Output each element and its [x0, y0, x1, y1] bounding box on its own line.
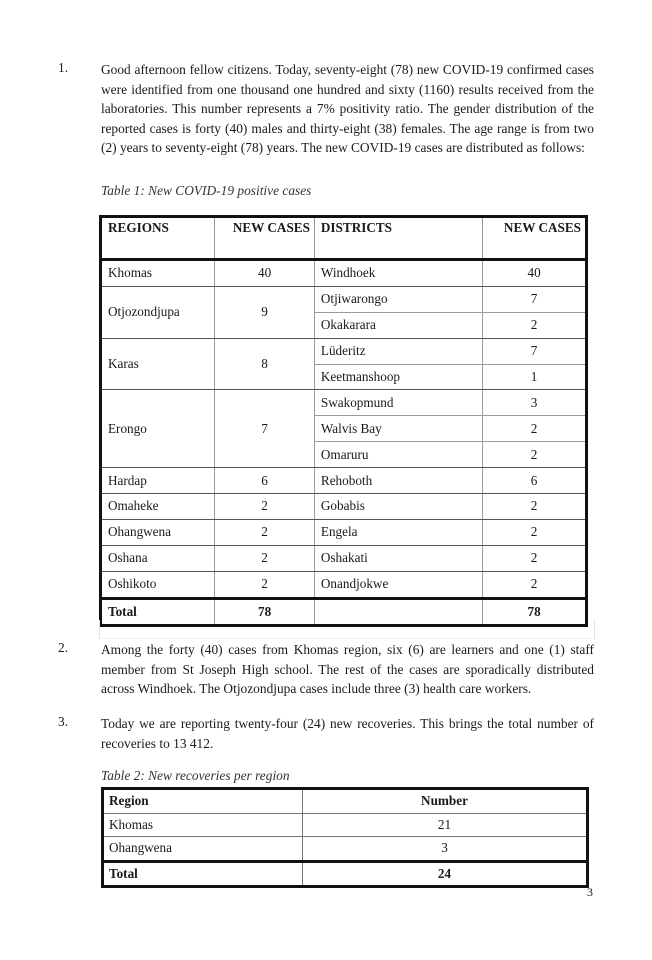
total-number: 24 [303, 861, 588, 887]
total-label: Total [101, 598, 215, 625]
total-label: Total [103, 861, 303, 887]
district-cell: Omaruru [314, 442, 482, 468]
district-cell: Engela [314, 519, 482, 545]
district-cases-cell: 2 [483, 442, 587, 468]
paragraph-1: Good afternoon fellow citizens. Today, seventy-eight (78) new COVID-19 confirmed cases were identified from one thousand one hundred and sixty (1160) results received from the laboratories. This number represents a 7% positivity ratio. The gender distribution of the reported cases is forty (40) males and thirty-eight (38) females. The age range is from two (2) years to seventy-eight (78) years. The new COVID-19 cases are distributed as follows: [101, 62, 594, 156]
district-cell: Windhoek [314, 260, 482, 287]
district-cell: Rehoboth [314, 468, 482, 494]
district-cases-cell: 2 [483, 312, 587, 338]
region-cases-cell: 2 [215, 545, 315, 571]
region-cases-cell: 40 [215, 260, 315, 287]
total-region-cases: 78 [215, 598, 315, 625]
district-cell: Oshakati [314, 545, 482, 571]
table-row [101, 468, 587, 494]
district-cases-cell: 2 [483, 494, 587, 520]
column-header: NEW CASES [215, 217, 315, 260]
page-number: 3 [587, 885, 593, 899]
paragraph-number: 3. [58, 714, 69, 729]
district-cell: Gobabis [314, 494, 482, 520]
table1-caption: Table 1: New COVID-19 positive cases [101, 183, 312, 198]
column-header: DISTRICTS [314, 217, 482, 260]
table-row [101, 390, 587, 416]
district-cases-cell: 3 [483, 390, 587, 416]
district-cases-cell: 2 [483, 571, 587, 598]
paragraph-number: 1. [58, 60, 69, 75]
district-cell: Okakarara [314, 312, 482, 338]
table-row [103, 837, 588, 862]
recoveries-table [101, 787, 589, 888]
table-row [101, 545, 587, 571]
district-cell: Onandjokwe [314, 571, 482, 598]
table-header-row [103, 789, 588, 814]
region-cell: Oshana [101, 545, 215, 571]
region-cell: Ohangwena [103, 837, 303, 862]
new-cases-table [99, 215, 588, 627]
region-cases-cell: 6 [215, 468, 315, 494]
column-header: REGIONS [101, 217, 215, 260]
table-header-row [101, 217, 587, 260]
district-cell: Swakopmund [314, 390, 482, 416]
paragraph-3: Today we are reporting twenty-four (24) new recoveries. This brings the total number of recoveries to 13 412. [101, 716, 594, 751]
district-cell: Walvis Bay [314, 416, 482, 442]
table-row [101, 260, 587, 287]
district-cases-cell: 2 [483, 545, 587, 571]
district-cases-cell: 2 [483, 519, 587, 545]
region-cell: Khomas [101, 260, 215, 287]
district-cases-cell: 6 [483, 468, 587, 494]
region-cases-cell: 2 [215, 571, 315, 598]
region-cases-cell: 9 [215, 286, 315, 338]
table-row [101, 519, 587, 545]
region-cases-cell: 8 [215, 338, 315, 390]
region-cell: Khomas [103, 813, 303, 837]
total-district-cases: 78 [483, 598, 587, 625]
region-cell: Erongo [101, 390, 215, 468]
region-cell: Otjozondjupa [101, 286, 215, 338]
total-row [103, 861, 588, 887]
district-cases-cell: 7 [483, 338, 587, 364]
column-header: Number [303, 789, 588, 814]
number-cell: 3 [303, 837, 588, 862]
region-cell: Ohangwena [101, 519, 215, 545]
district-cases-cell: 2 [483, 416, 587, 442]
district-cell: Otjiwarongo [314, 286, 482, 312]
table-body [101, 260, 587, 599]
district-cell: Keetmanshoop [314, 364, 482, 390]
table2-caption: Table 2: New recoveries per region [101, 768, 290, 783]
paragraph-number: 2. [58, 640, 69, 655]
region-cases-cell: 2 [215, 519, 315, 545]
table-shadow-edge [99, 620, 595, 639]
table-row [101, 494, 587, 520]
region-cases-cell: 2 [215, 494, 315, 520]
region-cell: Hardap [101, 468, 215, 494]
district-cases-cell: 1 [483, 364, 587, 390]
column-header: Region [103, 789, 303, 814]
region-cell: Oshikoto [101, 571, 215, 598]
column-header: NEW CASES [483, 217, 587, 260]
district-cases-cell: 40 [483, 260, 587, 287]
paragraph-2: Among the forty (40) cases from Khomas region, six (6) are learners and one (1) staff member from St Joseph High school. The rest of the cases are sporadically distributed across Windhoek. The Otjozondjupa cases include three (3) health care workers. [101, 642, 594, 697]
region-cell: Karas [101, 338, 215, 390]
table-row [101, 338, 587, 364]
district-cell: Lüderitz [314, 338, 482, 364]
table-row [101, 571, 587, 598]
district-cases-cell: 7 [483, 286, 587, 312]
table-row [101, 286, 587, 312]
table-row [103, 813, 588, 837]
number-cell: 21 [303, 813, 588, 837]
region-cell: Omaheke [101, 494, 215, 520]
region-cases-cell: 7 [215, 390, 315, 468]
